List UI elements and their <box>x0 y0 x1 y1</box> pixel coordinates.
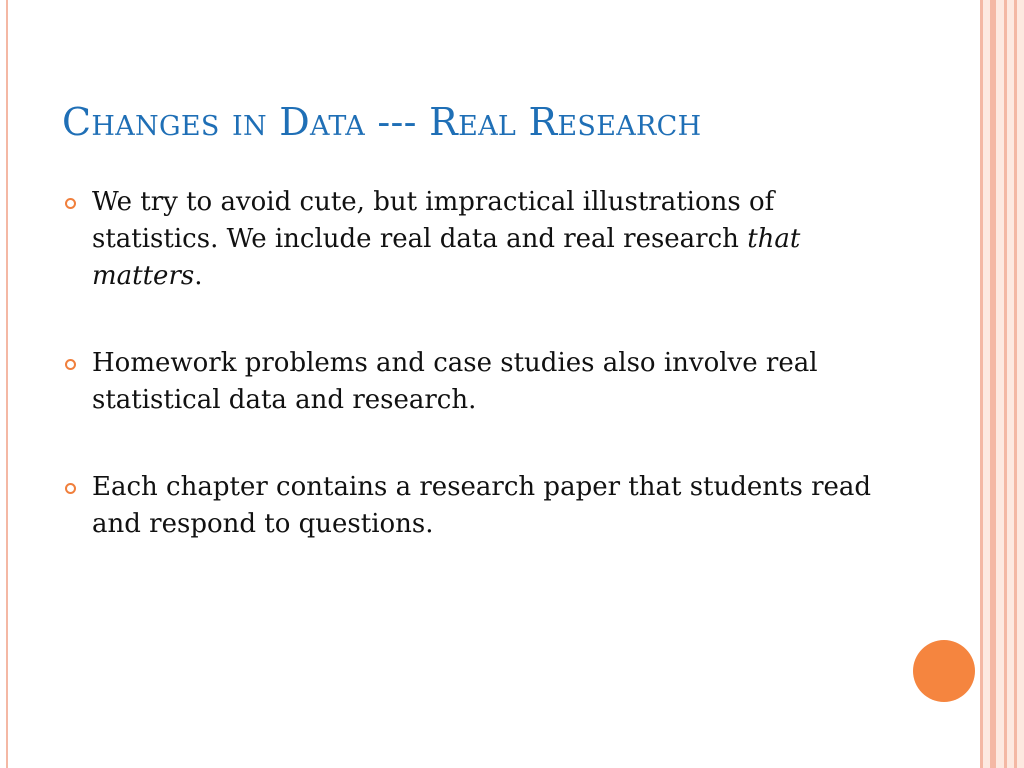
bullet-emphasis: that matters <box>92 224 801 291</box>
bullet-text: Each chapter contains a research paper that students read and respond to questions. <box>92 472 872 539</box>
bullet-circle-icon <box>65 483 76 494</box>
bullet-suffix: . <box>194 261 203 291</box>
right-frame-line <box>980 0 983 768</box>
bullet-item <box>62 345 892 419</box>
right-frame-line <box>1014 0 1017 768</box>
right-frame-line <box>1004 0 1007 768</box>
decorative-orange-circle <box>913 640 975 702</box>
bullet-text: We try to avoid cute, but impractical illustrations of statistics. We include real data and real research <box>92 187 775 254</box>
bullet-text: Homework problems and case studies also involve real statistical data and research. <box>92 348 818 415</box>
bullet-item <box>62 184 892 295</box>
right-frame-band <box>980 0 1024 768</box>
slide-title: Changes in Data --- Real Research <box>62 100 702 144</box>
left-frame-line <box>6 0 8 768</box>
bullet-circle-icon <box>65 359 76 370</box>
bullet-circle-icon <box>65 198 76 209</box>
bullet-item <box>62 469 892 543</box>
right-frame-line <box>990 0 996 768</box>
bullet-list <box>62 184 892 593</box>
